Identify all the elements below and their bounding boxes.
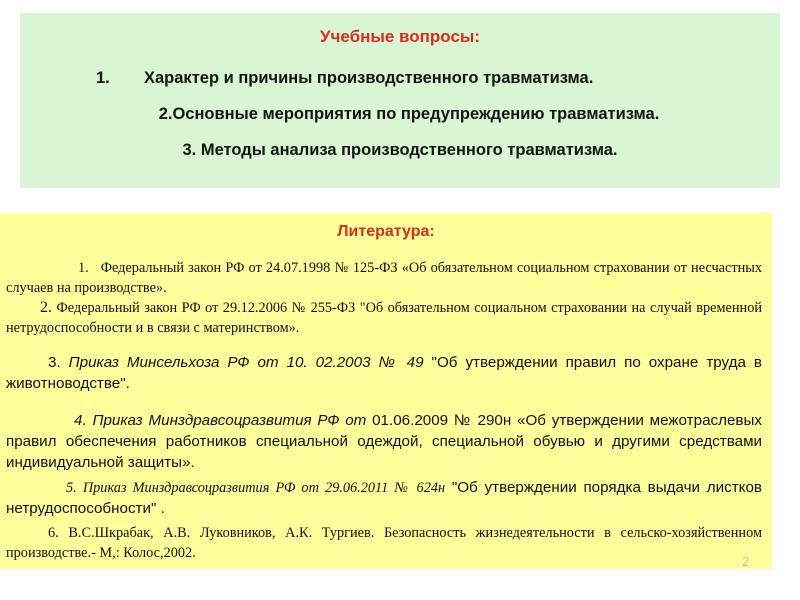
question-item-1: [20, 69, 780, 88]
reference-4-prefix: 4.: [74, 412, 93, 429]
reference-2: [6, 298, 762, 338]
reference-1: [6, 258, 762, 298]
reference-3-prefix: 3.: [48, 354, 69, 371]
reference-3-text: "Об утверждении правил по охране труда в животноводстве".: [6, 354, 762, 392]
question-item-2: 2.Основные мероприятия по предупреждению травматизма.: [158, 105, 660, 123]
question-1-number: 1.: [96, 69, 110, 87]
question-item-3: 3. Методы анализа производственного травматизма.: [182, 141, 618, 159]
reference-2-number: 2.: [40, 299, 52, 316]
reference-4-text: 01.06.2009 № 290н «Об утверждении межотраслевых правил обеспечения работников специальной одеждой, специальной обувью и другими средствами индивидуальной защиты».: [6, 412, 763, 471]
reference-6: [6, 523, 762, 563]
page-number: 2: [742, 554, 750, 569]
questions-panel: [20, 13, 780, 188]
reference-2-text: Федеральный закон РФ от 29.12.2006 № 255-ФЗ "Об обязательном социальном страховании на случай временной нетрудоспособности и в связи с материнством».: [6, 300, 762, 336]
question-1-text: Характер и причины производственного травматизма.: [144, 69, 594, 87]
reference-1-number: 1.: [78, 260, 89, 276]
reference-5: [6, 477, 762, 519]
reference-4: [6, 410, 762, 473]
reference-5-italic: 5. Приказ Минздравсоцразвития РФ от 29.06.2011 № 624н: [66, 480, 446, 496]
literature-title: Литература:: [337, 223, 435, 240]
reference-3: [6, 352, 762, 394]
reference-4-italic: Приказ Минздравсоцразвития РФ от: [92, 412, 373, 429]
reference-3-italic: Приказ Минсельхоза РФ от 10. 02.2003 № 49: [68, 354, 424, 371]
reference-5-text: "Об утверждении порядка выдачи листков нетрудоспособности" .: [6, 479, 763, 517]
literature-panel: [0, 213, 772, 569]
questions-title: Учебные вопросы:: [319, 27, 481, 46]
reference-6-text: 6. В.С.Шкрабак, А.В. Луковников, А.К. Тургиев. Безопасность жизнедеятельности в сельско-хозяйственном производстве.- М,: Колос,2002.: [6, 525, 762, 561]
reference-1-text: Федеральный закон РФ от 24.07.1998 № 125-ФЗ «Об обязательном социальном страховании от несчастных случаев на производстве».: [6, 260, 762, 296]
